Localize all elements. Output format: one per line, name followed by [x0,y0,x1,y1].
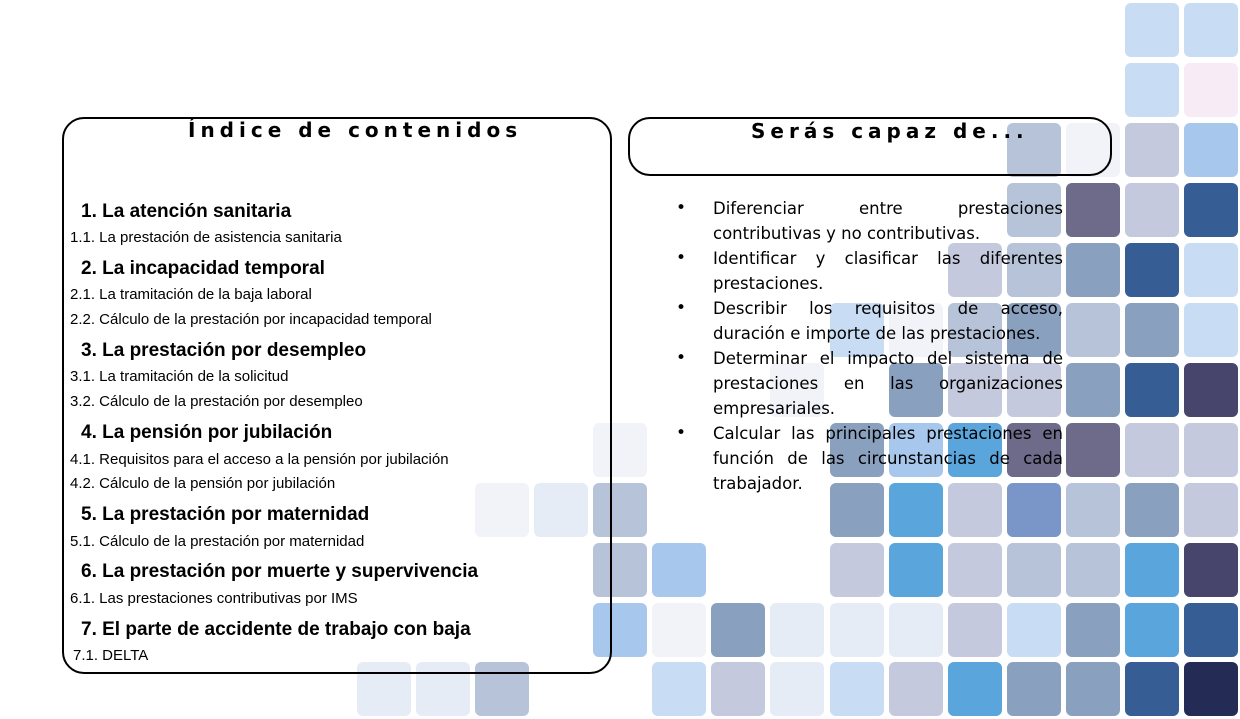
bullet-icon: • [676,423,687,443]
decorative-tile [1066,363,1120,417]
index-subitem: 2.2. Cálculo de la prestación por incapacidad temporal [70,311,432,328]
decorative-tile [1125,3,1179,57]
decorative-tile [1066,183,1120,237]
decorative-tile [830,603,884,657]
decorative-tile [1007,662,1061,716]
decorative-tile [1125,363,1179,417]
decorative-tile [889,603,943,657]
decorative-tile [1066,543,1120,597]
index-section-heading: 5. La prestación por maternidad [81,504,370,525]
goal-item [676,421,1063,496]
decorative-tile [711,662,765,716]
goals-title: Serás capaz de... [751,119,1029,143]
decorative-tile [1066,423,1120,477]
decorative-tile [1125,63,1179,117]
decorative-tile [1184,603,1238,657]
index-subitem: 1.1. La prestación de asistencia sanitaria [70,229,342,246]
decorative-tile [1066,303,1120,357]
index-title: Índice de contenidos [188,118,523,142]
decorative-tile [889,543,943,597]
index-section-heading: 3. La prestación por desempleo [81,340,367,361]
index-subitem: 4.2. Cálculo de la pensión por jubilación [70,475,336,492]
index-section-heading: 6. La prestación por muerte y supervivencia [81,561,479,582]
decorative-tile [652,543,706,597]
goal-text: Describir los requisitos de acceso, duración e importe de las prestaciones. [713,299,1063,343]
index-section-heading: 4. La pensión por jubilación [81,422,333,443]
index-section-heading: 7. El parte de accidente de trabajo con baja [81,619,471,640]
decorative-tile [1007,543,1061,597]
decorative-tile [711,603,765,657]
decorative-tile [1007,603,1061,657]
index-subitem: 2.1. La tramitación de la baja laboral [70,286,312,303]
decorative-tile [1125,183,1179,237]
decorative-tile [948,543,1002,597]
decorative-tile [948,662,1002,716]
goal-item [676,296,1063,346]
decorative-tile [1184,363,1238,417]
decorative-tile [1125,243,1179,297]
goal-item [676,246,1063,296]
decorative-tile [1184,243,1238,297]
decorative-tile [1184,63,1238,117]
index-subitem: 6.1. Las prestaciones contributivas por IMS [70,590,358,607]
decorative-tile [770,603,824,657]
goal-item [676,346,1063,421]
index-subitem: 3.2. Cálculo de la prestación por desempleo [70,393,363,410]
decorative-tile [948,603,1002,657]
bullet-icon: • [676,248,687,268]
decorative-tile [652,662,706,716]
decorative-tile [830,543,884,597]
decorative-tile [652,603,706,657]
decorative-tile [889,662,943,716]
decorative-tile [1066,662,1120,716]
decorative-tile [1125,662,1179,716]
decorative-tile [1184,543,1238,597]
index-section-heading: 1. La atención sanitaria [81,201,292,222]
index-subitem: 4.1. Requisitos para el acceso a la pensión por jubilación [70,451,449,468]
decorative-tile [1184,3,1238,57]
goals-list [676,196,1063,496]
goal-item [676,196,1063,246]
decorative-tile [1184,303,1238,357]
decorative-tile [1125,603,1179,657]
index-subitem: 7.1. DELTA [73,647,149,664]
decorative-tile [1184,183,1238,237]
decorative-tile [1066,243,1120,297]
index-subitem: 5.1. Cálculo de la prestación por maternidad [70,533,365,550]
goal-text: Diferenciar entre prestaciones contributivas y no contributivas. [713,199,1063,243]
decorative-tile [1125,123,1179,177]
decorative-tile [1066,483,1120,537]
goal-text: Determinar el impacto del sistema de prestaciones en las organizaciones empresariales. [713,349,1063,418]
decorative-tile [1066,603,1120,657]
decorative-tile [770,662,824,716]
bullet-icon: • [676,348,687,368]
decorative-tile [1125,303,1179,357]
bullet-icon: • [676,198,687,218]
index-subitem: 3.1. La tramitación de la solicitud [70,368,289,385]
decorative-tile [1125,543,1179,597]
decorative-tile [830,662,884,716]
goal-text: Identificar y clasificar las diferentes prestaciones. [713,249,1063,293]
decorative-tile [1184,423,1238,477]
decorative-tile [1184,123,1238,177]
decorative-tile [1184,662,1238,716]
bullet-icon: • [676,298,687,318]
decorative-tile [1125,423,1179,477]
decorative-tile [1125,483,1179,537]
goal-text: Calcular las principales prestaciones en función de las circunstancias de cada trabajador. [713,424,1063,493]
index-section-heading: 2. La incapacidad temporal [81,258,325,279]
decorative-tile [1184,483,1238,537]
